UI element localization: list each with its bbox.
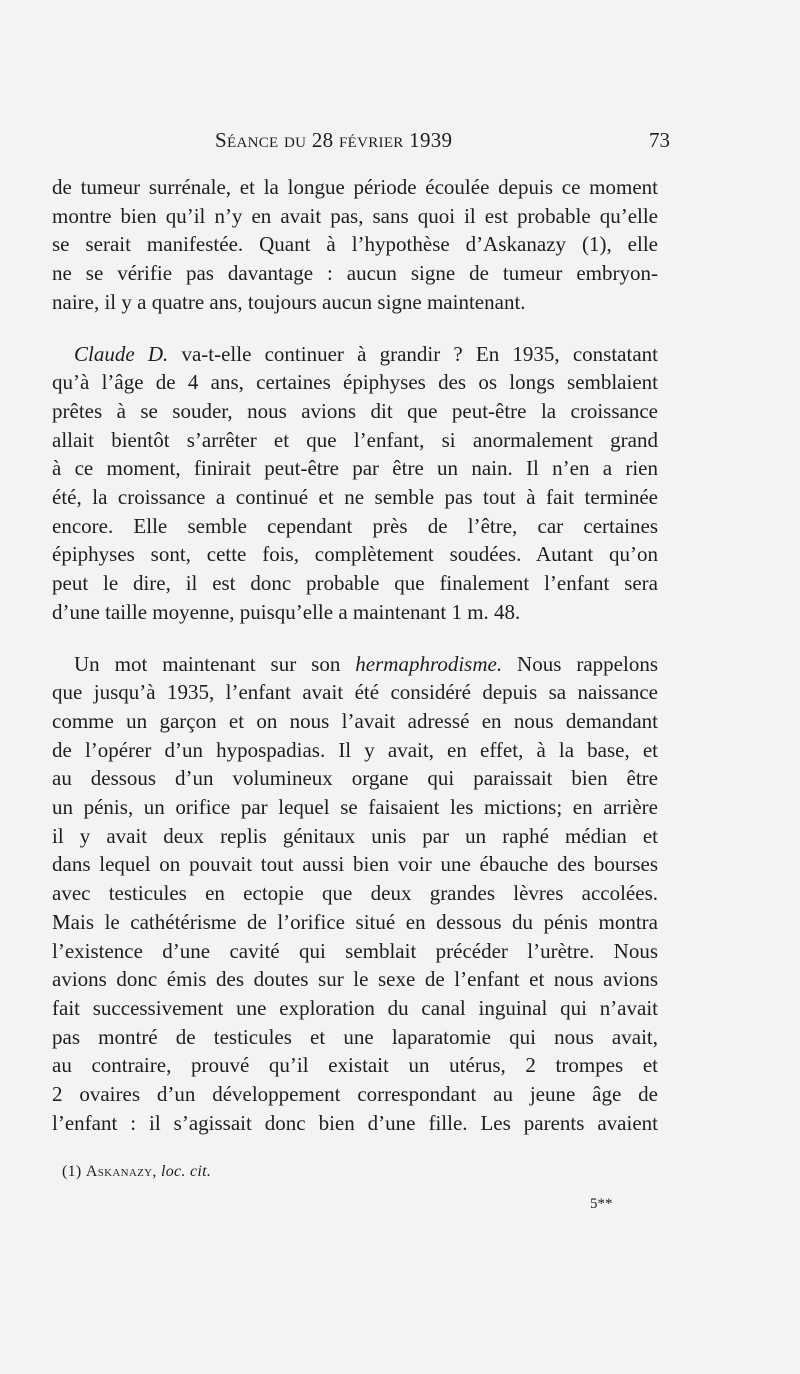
text-line: Mais le cathétérisme de l’orifice situé en dessous du pénis montra xyxy=(52,909,658,934)
footnote xyxy=(62,1163,211,1181)
text-line: ne se vérifie pas davantage : aucun signe de tumeur embryon- xyxy=(52,261,658,286)
text-line: l’enfant : il s’agissait donc bien d’une fille. Les parents avaient xyxy=(52,1110,658,1135)
running-title-date: 28 xyxy=(311,128,339,152)
text-span: Nous rappelons xyxy=(502,651,658,676)
text-line: se serait manifestée. Quant à l’hypothèse d’Askanazy (1), elle xyxy=(52,232,658,257)
text-line: comme un garçon et on nous l’avait adressé en nous demandant xyxy=(52,708,658,733)
text-line: que jusqu’à 1935, l’enfant avait été considéré depuis sa naissance xyxy=(52,680,658,705)
running-title xyxy=(215,128,452,153)
text-span: Un mot maintenant sur son xyxy=(74,651,356,676)
page-number: 73 xyxy=(649,128,670,152)
paragraph-1 xyxy=(52,173,658,317)
text-line: à ce moment, finirait peut-être par être un nain. Il n’en a rien xyxy=(52,456,658,481)
running-header xyxy=(215,128,670,158)
text-line: été, la croissance a continué et ne semble pas tout à fait terminée xyxy=(52,485,658,510)
footnote-marker: (1) xyxy=(62,1163,86,1180)
text-line: allait bientôt s’arrêter et que l’enfant, si anormalement grand xyxy=(52,427,658,452)
emphasis-term: hermaphrodisme. xyxy=(355,651,503,676)
text-line: encore. Elle semble cependant près de l’être, car certaines xyxy=(52,513,658,538)
text-line: fait successivement une exploration du canal inguinal qui n’avait xyxy=(52,995,658,1020)
footnote-citation: loc. cit. xyxy=(156,1163,212,1180)
text-line: un pénis, un orifice par lequel se faisaient les mictions; en arrière xyxy=(52,795,658,820)
text-line: 2 ovaires d’un développement correspondant au jeune âge de xyxy=(52,1082,658,1107)
paragraph-2 xyxy=(52,340,658,627)
running-title-month: février xyxy=(339,128,410,152)
text-line: l’existence d’une cavité qui semblait précéder l’urètre. Nous xyxy=(52,938,658,963)
text-span: va-t-elle continuer à grandir ? En 1935, constatant xyxy=(168,341,658,366)
text-line: naire, il y a quatre ans, toujours aucun signe maintenant. xyxy=(52,289,526,314)
text-line: au dessous d’un volumineux organe qui paraissait bien être xyxy=(52,766,658,791)
text-line: qu’à l’âge de 4 ans, certaines épiphyses des os longs semblaient xyxy=(52,370,658,395)
text-line: d’une taille moyenne, puisqu’elle a maintenant 1 m. 48. xyxy=(52,599,521,624)
running-title-year: 1939 xyxy=(409,128,453,152)
text-line: au contraire, prouvé qu’il existait un utérus, 2 trompes et xyxy=(52,1053,658,1078)
text-line: il y avait deux replis génitaux unis par un raphé médian et xyxy=(52,823,658,848)
text-line: avec testicules en ectopie que deux grandes lèvres accolées. xyxy=(52,881,658,906)
body-text xyxy=(52,173,658,1138)
patient-name: Claude D. xyxy=(74,341,169,366)
text-line: épiphyses sont, cette fois, complètement soudées. Autant qu’on xyxy=(52,542,658,567)
text-line: peut le dire, il est donc probable que finalement l’enfant sera xyxy=(52,571,658,596)
text-line xyxy=(52,650,658,679)
text-line: de tumeur surrénale, et la longue période écoulée depuis ce moment xyxy=(52,175,658,199)
text-line: de l’opérer d’un hypospadias. Il y avait, en effet, à la base, et xyxy=(52,737,658,762)
text-line: montre bien qu’il n’y en avait pas, sans quoi il est probable qu’elle xyxy=(52,203,658,228)
footnote-author: Askanazy, xyxy=(85,1163,157,1180)
text-line: prêtes à se souder, nous avions dit que peut-être la croissance xyxy=(52,398,658,423)
text-line: dans lequel on pouvait tout aussi bien voir une ébauche des bourses xyxy=(52,852,658,877)
signature-mark: 5** xyxy=(590,1196,613,1212)
paragraph-3 xyxy=(52,650,658,1138)
running-title-prefix: Séance du xyxy=(215,128,312,152)
text-line xyxy=(52,340,658,369)
text-line: pas montré de testicules et une laparatomie qui nous avait, xyxy=(52,1024,658,1049)
text-line: avions donc émis des doutes sur le sexe de l’enfant et nous avions xyxy=(52,967,658,992)
